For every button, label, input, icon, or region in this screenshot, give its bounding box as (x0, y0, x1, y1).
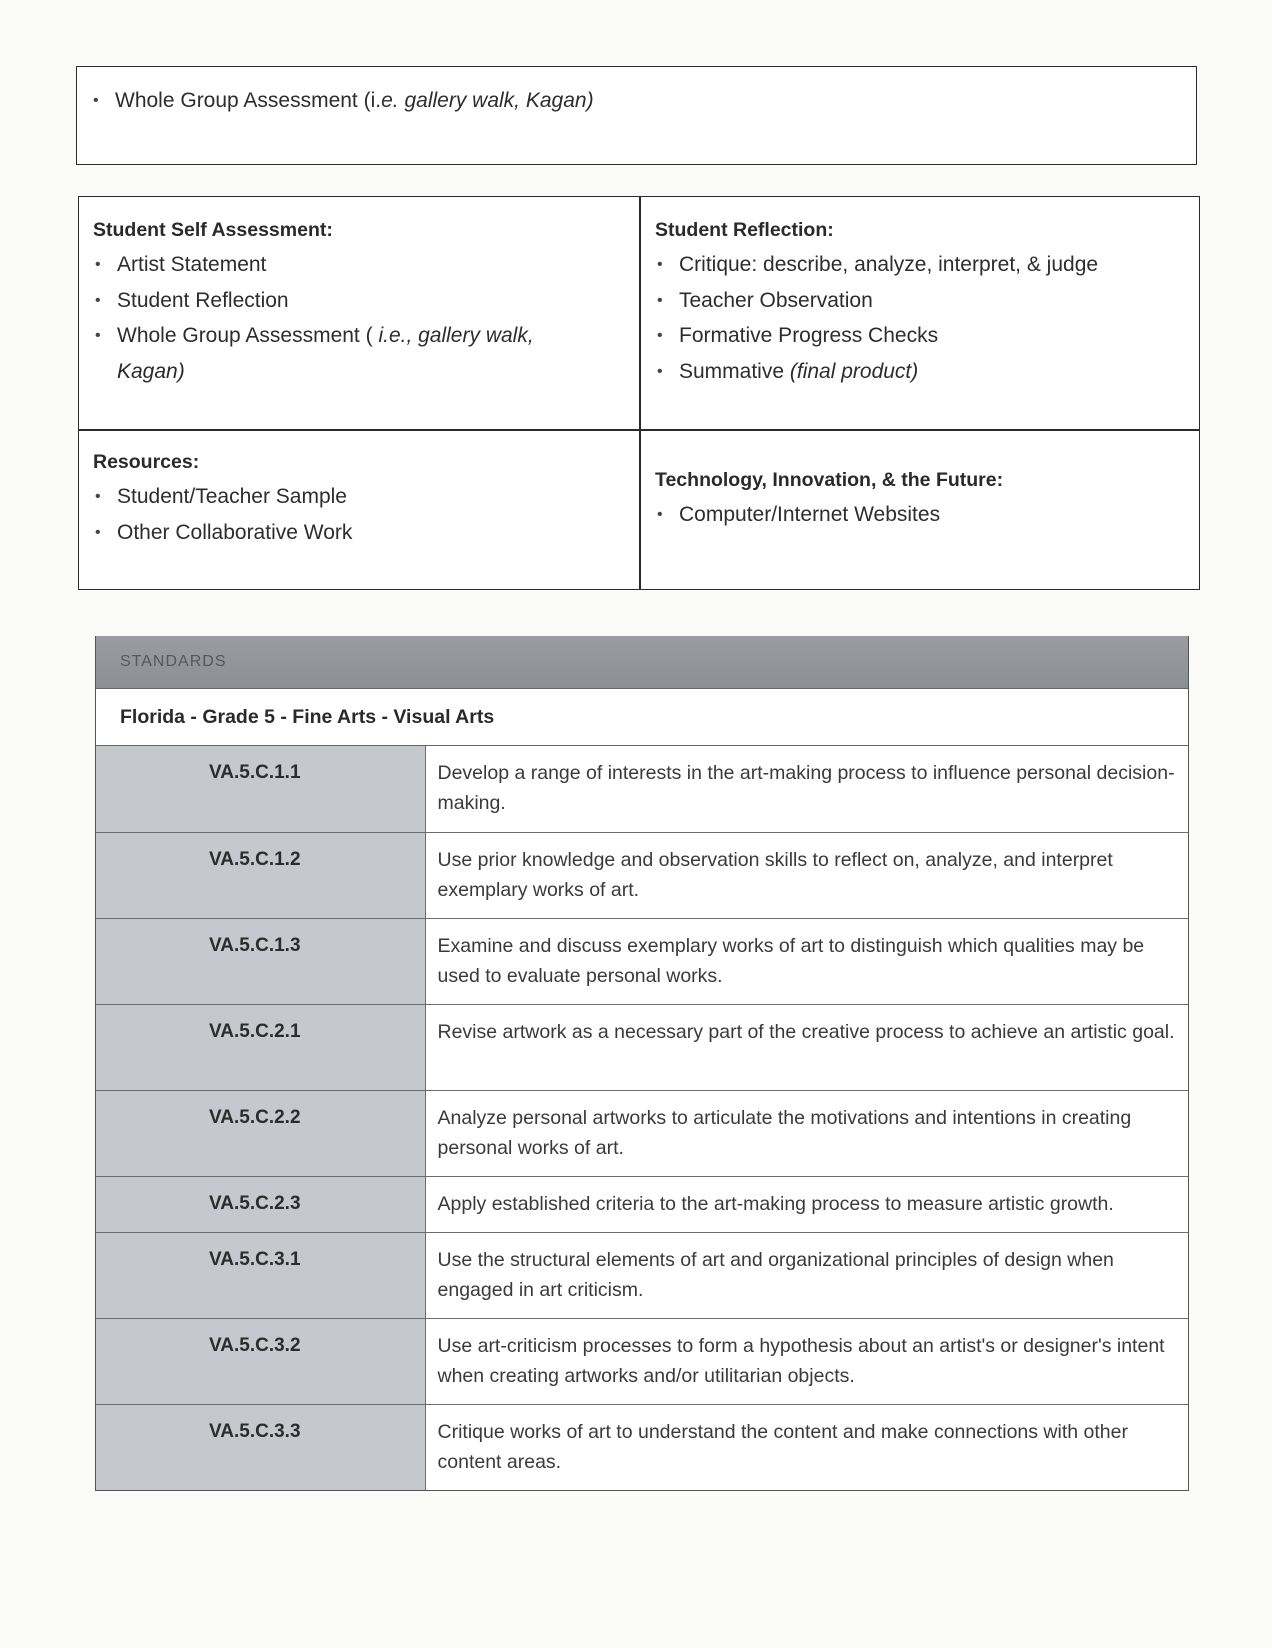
self-assessment-cell (93, 215, 623, 389)
table-row (96, 1090, 1188, 1176)
list-item: • Student/Teacher Sample (93, 479, 623, 515)
standard-description: Develop a range of interests in the art-making process to influence personal decision-making. (437, 762, 1175, 814)
standard-code: VA.5.C.1.1 (96, 746, 425, 832)
standards-header: STANDARDS (96, 636, 1188, 689)
top-assessment-list (91, 83, 594, 119)
list-item: • Other Collaborative Work (93, 515, 623, 551)
standard-code: VA.5.C.3.1 (96, 1232, 425, 1318)
self-assessment-heading: Student Self Assessment: (93, 219, 333, 241)
grid-divider-vertical (639, 197, 641, 589)
standard-code: VA.5.C.2.3 (96, 1176, 425, 1232)
table-row (96, 746, 1188, 832)
student-reflection-list (655, 247, 1185, 389)
standard-code: VA.5.C.1.3 (96, 918, 425, 1004)
list-item: • Student Reflection (93, 283, 623, 319)
standards-panel (95, 636, 1189, 1491)
standard-description: Examine and discuss exemplary works of art to distinguish which qualities may be used to evaluate personal works. (425, 918, 1188, 1004)
self-assessment-list (93, 247, 623, 354)
resources-cell (93, 447, 623, 550)
list-item: • Formative Progress Checks (655, 318, 1185, 354)
table-row (96, 918, 1188, 1004)
list-item: • Whole Group Assessment ( i.e., gallery walk, (93, 318, 623, 354)
standard-description: Critique works of art to understand the content and make connections with other content areas. (425, 1404, 1188, 1490)
standard-description: Revise artwork as a necessary part of the creative process to achieve an artistic goal. (425, 1004, 1188, 1090)
standards-table (96, 746, 1188, 1490)
table-row (96, 1404, 1188, 1490)
standard-code: VA.5.C.1.2 (96, 832, 425, 918)
standard-code: VA.5.C.2.2 (96, 1090, 425, 1176)
standards-subheader: Florida - Grade 5 - Fine Arts - Visual Arts (96, 689, 1188, 746)
technology-list (655, 497, 1185, 533)
assessment-resources-grid (78, 196, 1200, 590)
list-item: • Critique: describe, analyze, interpret, & judge (655, 247, 1185, 283)
standard-description: Apply established criteria to the art-making process to measure artistic growth. (425, 1176, 1188, 1232)
standard-code: VA.5.C.2.1 (96, 1004, 425, 1090)
technology-heading: Technology, Innovation, & the Future: (655, 469, 1004, 491)
list-item: • Artist Statement (93, 247, 623, 283)
standard-description: Use art-criticism processes to form a hypothesis about an artist's or designer's intent when creating artworks and/or utilitarian objects. (425, 1318, 1188, 1404)
resources-list (93, 479, 623, 550)
standard-description: Use prior knowledge and observation skills to reflect on, analyze, and interpret exemplary works of art. (425, 832, 1188, 918)
whole-group-assessment-item: • Whole Group Assessment (i.e. gallery walk, Kagan) (91, 83, 594, 119)
standard-code: VA.5.C.3.2 (96, 1318, 425, 1404)
student-reflection-heading: Student Reflection: (655, 219, 834, 241)
top-assessment-box (76, 66, 1197, 165)
list-item: • Summative (final product) (655, 354, 1185, 390)
table-row (96, 1232, 1188, 1318)
student-reflection-cell (655, 215, 1185, 389)
grid-divider-horizontal (79, 429, 1199, 431)
resources-heading: Resources: (93, 451, 200, 473)
standard-description: Use the structural elements of art and organizational principles of design when engaged in art criticism. (425, 1232, 1188, 1318)
list-item: • Teacher Observation (655, 283, 1185, 319)
standard-code: VA.5.C.3.3 (96, 1404, 425, 1490)
standard-description: Analyze personal artworks to articulate the motivations and intentions in creating personal works of art. (425, 1090, 1188, 1176)
table-row (96, 1318, 1188, 1404)
table-row (96, 1176, 1188, 1232)
technology-cell (655, 465, 1185, 533)
list-item: • Computer/Internet Websites (655, 497, 1185, 533)
self-assessment-continuation: Kagan) (117, 359, 185, 383)
table-row (96, 1004, 1188, 1090)
table-row (96, 832, 1188, 918)
